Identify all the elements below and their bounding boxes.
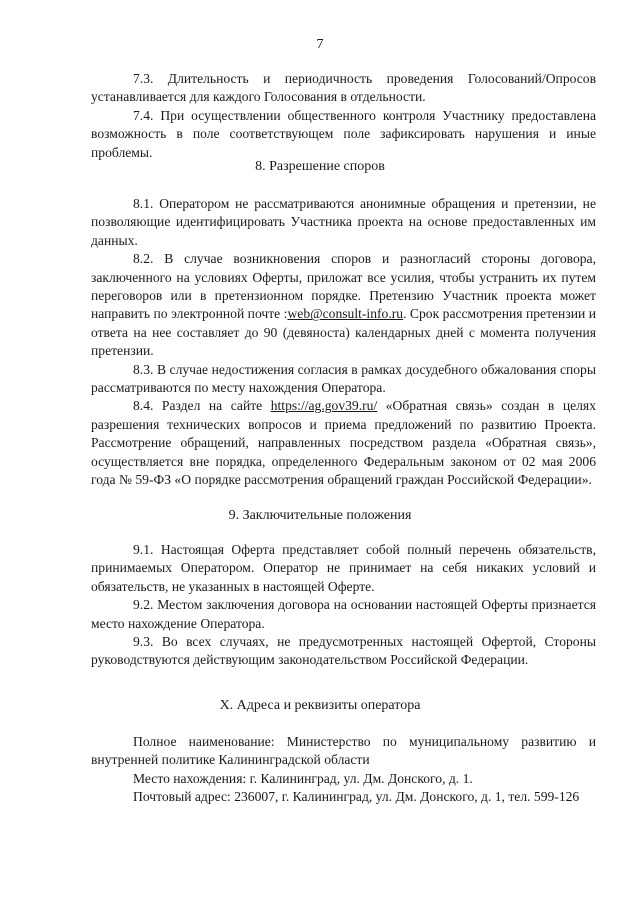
page-number: 7 bbox=[316, 37, 324, 52]
operator-postal-address: Почтовый адрес: 236007, г. Калининград, ул. Дм. Донского, д. 1, тел. 599-126 bbox=[133, 789, 580, 805]
section-10-heading: X. Адреса и реквизиты оператора bbox=[219, 698, 421, 713]
paragraph-7-4: 7.4. При осуществлении общественного контроля Участнику предоставлена возможность в поле соответствующем поле зафиксировать нарушения и иные проблемы. bbox=[91, 107, 596, 160]
operator-details bbox=[91, 733, 596, 807]
site-link[interactable]: https://ag.gov39.ru/ bbox=[270, 398, 378, 414]
section-7-paragraphs bbox=[91, 70, 596, 162]
paragraph-9-2: 9.2. Местом заключения договора на основании настоящей Оферты признается место нахождение Оператора. bbox=[91, 597, 596, 631]
paragraph-8-2 bbox=[91, 250, 596, 360]
operator-location: Место нахождения: г. Калининград, ул. Дм. Донского, д. 1. bbox=[133, 770, 473, 786]
paragraph-8-4 bbox=[91, 397, 596, 489]
paragraph-8-2-text-end: . Срок рассмотрения претензии и ответа на нее составляет до 90 (девяноста) календарных дней с момента получения претензии. bbox=[91, 306, 596, 359]
paragraph-7-3: 7.3. Длительность и периодичность проведения Голосований/Опросов устанавливается для каждого Голосования в отдельности. bbox=[91, 71, 596, 105]
paragraph-9-3: 9.3. Во всех случаях, не предусмотренных настоящей Офертой, Стороны руководствуются действующим законодательством Российской Федерации. bbox=[91, 634, 596, 668]
operator-full-name: Полное наименование: Министерство по муниципальному развитию и внутренней политике Калининградской области bbox=[91, 734, 596, 768]
section-8-paragraphs bbox=[91, 195, 596, 490]
section-9-paragraphs bbox=[91, 541, 596, 670]
paragraph-8-3: 8.3. В случае недостижения согласия в рамках досудебного обжалования споры рассматриваются по месту нахождения Оператора. bbox=[91, 361, 596, 396]
paragraph-9-1: 9.1. Настоящая Оферта представляет собой полный перечень обязательств, принимаемых Оператором. Оператор не принимает на себя никаких условий и обязательств, не указанных в настоящей Оферте. bbox=[91, 542, 596, 594]
paragraph-8-4-text: 8.4. Раздел на сайте bbox=[133, 398, 271, 414]
paragraph-8-4-text-end: «Обратная связь» создан в целях разрешения технических вопросов и приема предложений по развитию Проекта. Рассмотрение обращений, направленных посредством раздела «Обратная связь», осуществляется вне порядка, определенного Федеральным законом от 02 мая 2006 года № 59-ФЗ «О порядке рассмотрения обращений граждан Российской Федерации». bbox=[91, 398, 596, 488]
contact-email-link[interactable]: web@consult-info.ru bbox=[287, 306, 404, 322]
section-9-heading: 9. Заключительные положения bbox=[228, 508, 412, 523]
paragraph-8-2-text: 8.2. В случае возникновения споров и разногласий стороны договора, заключенного на условиях Оферты, приложат все усилия, чтобы устранить их путем переговоров или в претензионном порядке. Претензию Участник проекта может направить по электронной почте : bbox=[91, 251, 596, 322]
paragraph-8-1: 8.1. Оператором не рассматриваются анонимные обращения и претензии, не позволяющие идентифицировать Участника проекта на основе предоставленных им данных. bbox=[91, 196, 596, 248]
section-8-heading: 8. Разрешение споров bbox=[255, 159, 385, 174]
